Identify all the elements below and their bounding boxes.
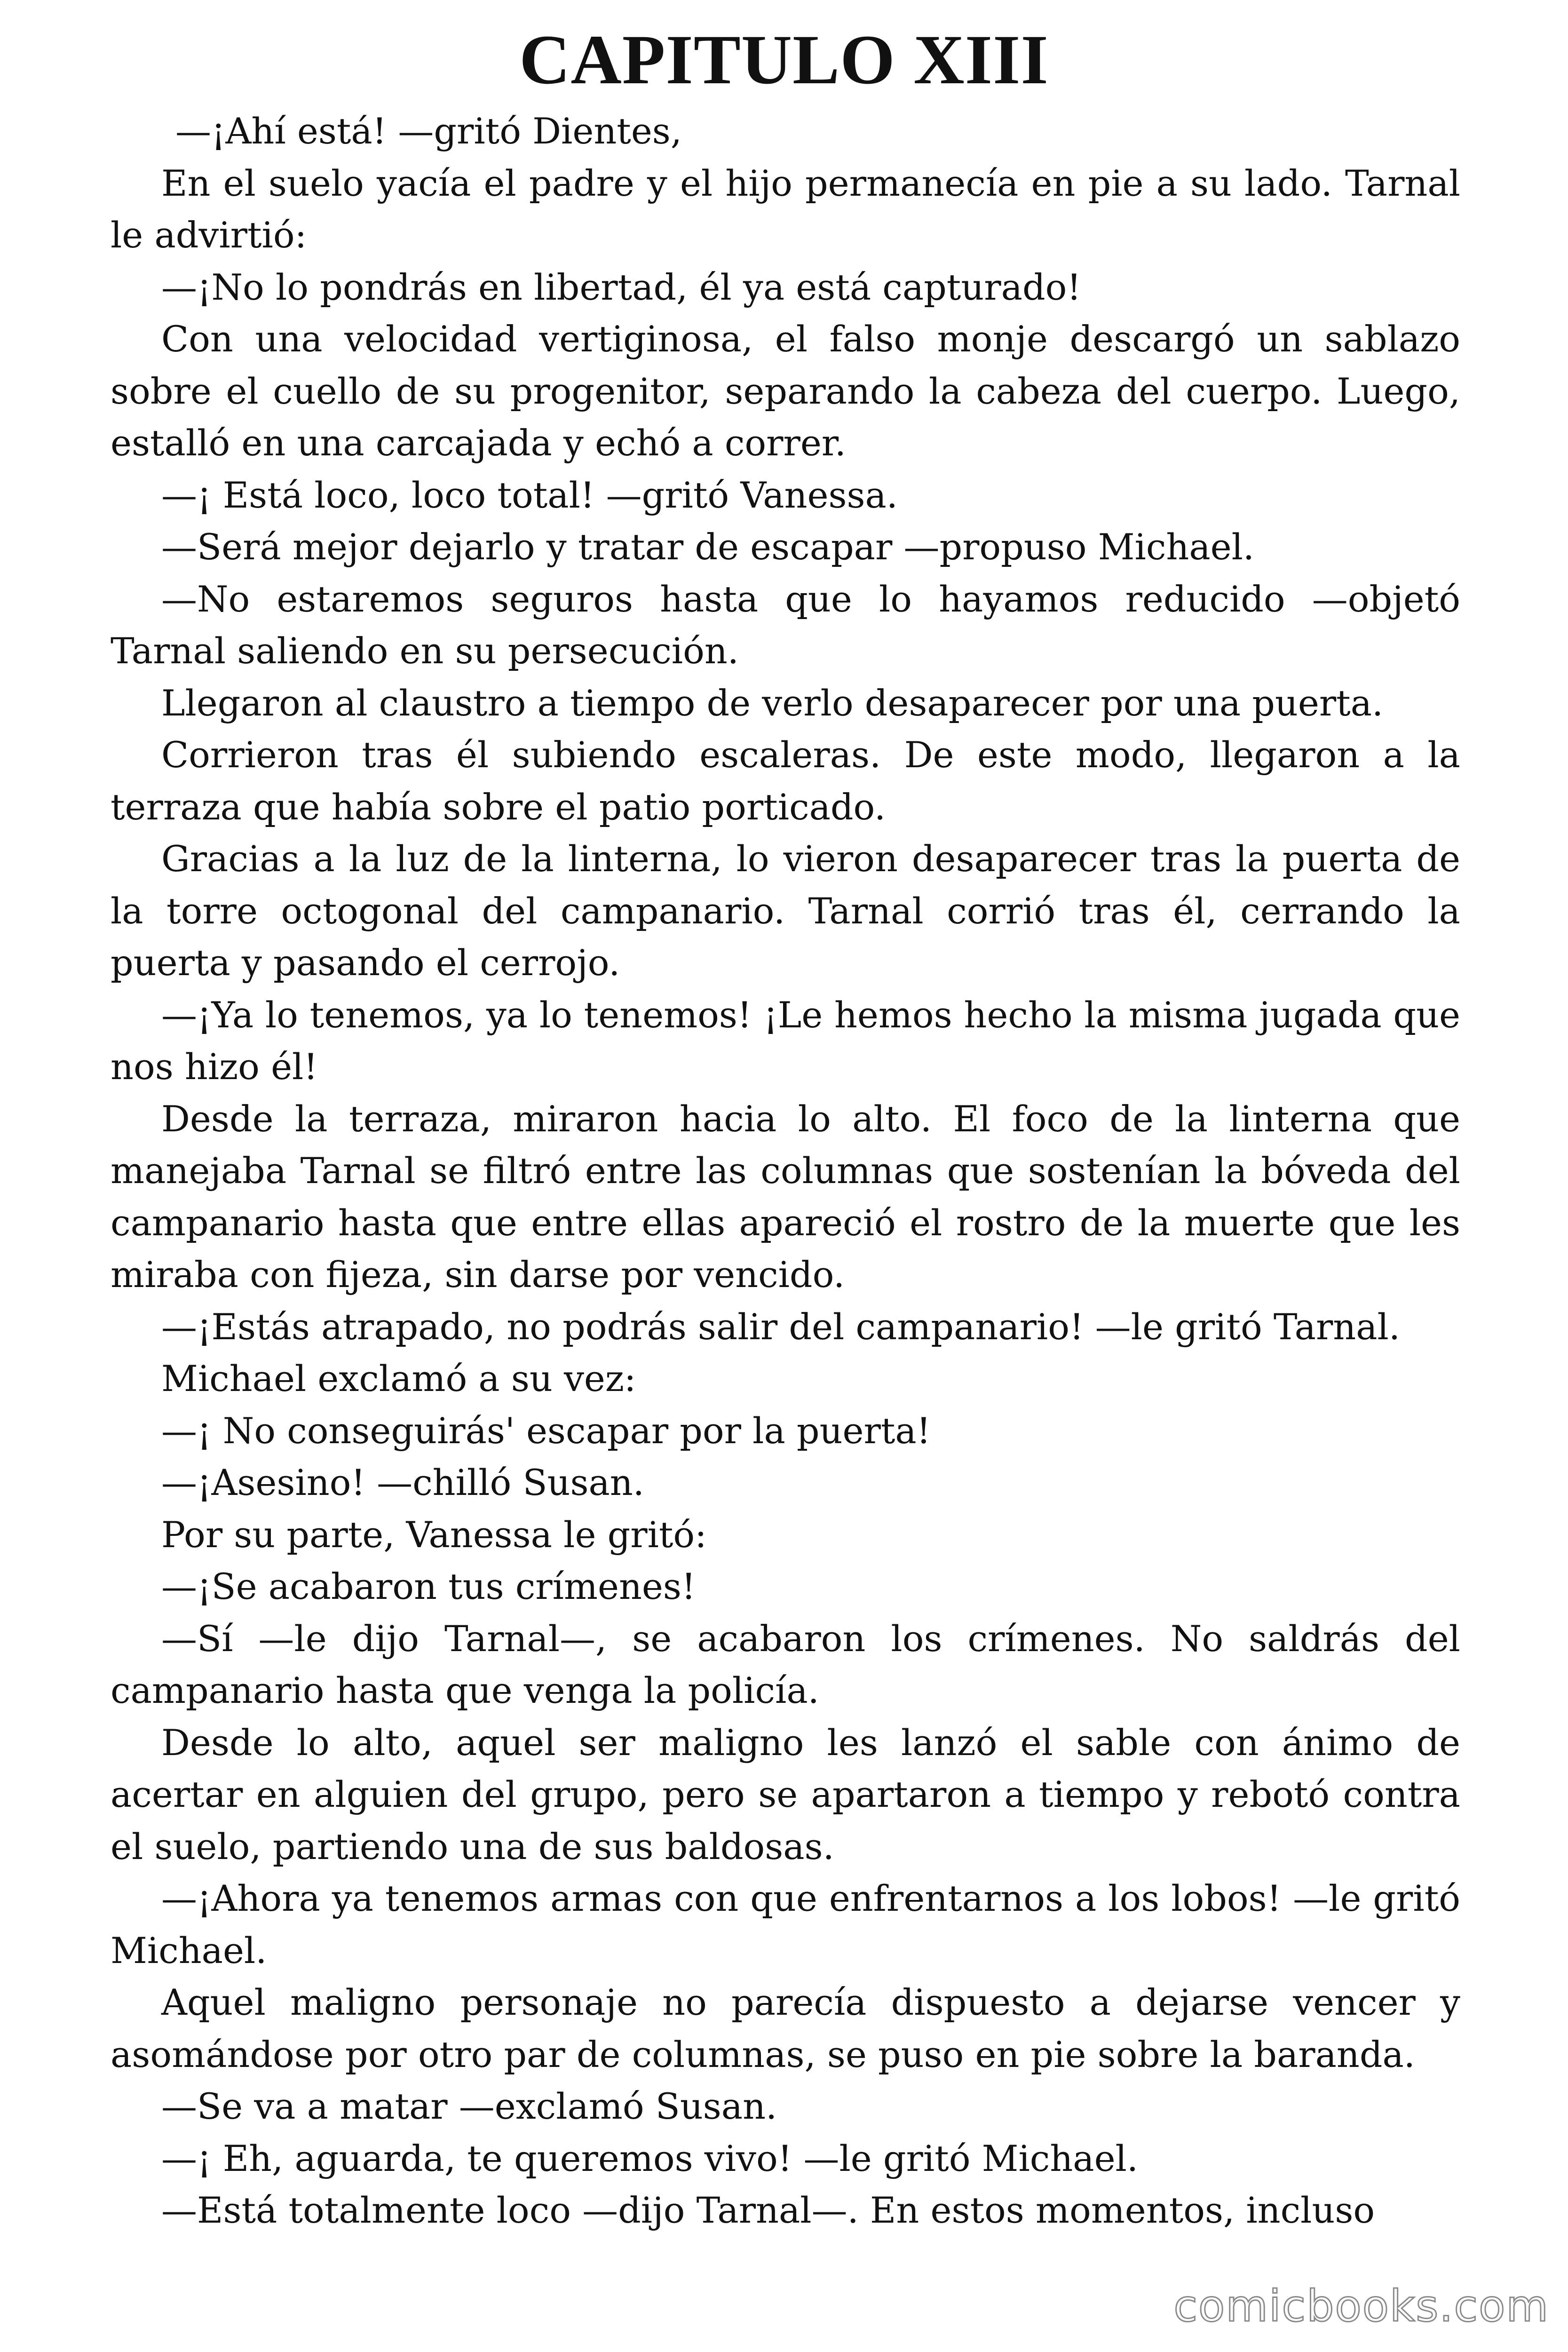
paragraph: Por su parte, Vanessa le gritó:: [161, 1513, 707, 1556]
paragraph: —Se va a matar —exclamó Susan.: [161, 2085, 777, 2127]
paragraph: En el suelo yacía el padre y el hijo permanecía en pie a su lado. Tarnal le advirtió:: [111, 162, 1460, 256]
paragraph: Corrieron tras él subiendo escaleras. De este modo, llegaron a la terraza que había sobre el patio porticado.: [111, 734, 1460, 828]
paragraph: —¡ Está loco, loco total! —gritó Vanessa.: [161, 474, 898, 516]
paragraph: Llegaron al claustro a tiempo de verlo desaparecer por una puerta.: [161, 682, 1384, 724]
paragraph: —¡ Eh, aguarda, te queremos vivo! —le gritó Michael.: [161, 2137, 1139, 2179]
paragraph: —No estaremos seguros hasta que lo hayamos reducido —objetó Tarnal saliendo en su persecución.: [111, 578, 1460, 672]
watermark: comicbooks.com: [1173, 2281, 1549, 2331]
paragraph: —¡Asesino! —chilló Susan.: [161, 1462, 644, 1503]
paragraph: Con una velocidad vertiginosa, el falso monje descargó un sablazo sobre el cuello de su progenitor, separando la cabeza del cuerpo. Luego, estalló en una carcajada y echó a correr.: [111, 318, 1460, 464]
paragraph: Desde la terraza, miraron hacia lo alto. El foco de la linterna que manejaba Tarnal se filtró entre las columnas que sostenían la bóveda del campanario hasta que entre ellas apareció el rostro de la muerte que les miraba con fijeza, sin darse por vencido.: [111, 1097, 1460, 1295]
paragraph: Gracias a la luz de la linterna, lo vieron desaparecer tras la puerta de la torre octogonal del campanario. Tarnal corrió tras él, cerrando la puerta y pasando el cerrojo.: [111, 838, 1460, 984]
paragraph: —Será mejor dejarlo y tratar de escapar —propuso Michael.: [161, 526, 1255, 568]
paragraph: Desde lo alto, aquel ser maligno les lanzó el sable con ánimo de acertar en alguien del grupo, pero se apartaron a tiempo y rebotó contra el suelo, partiendo una de sus baldosas.: [111, 1721, 1460, 1867]
paragraph: —Está totalmente loco —dijo Tarnal—. En estos momentos, incluso: [161, 2189, 1375, 2231]
paragraph: Aquel maligno personaje no parecía dispuesto a dejarse vencer y asomándose por otro par de columnas, se puso en pie sobre la baranda.: [111, 1981, 1460, 2075]
paragraph: —¡Ahí está! —gritó Dientes,: [175, 110, 682, 152]
paragraph: —¡ No conseguirás' escapar por la puerta!: [161, 1409, 931, 1452]
paragraph: —¡Se acabaron tus crímenes!: [161, 1565, 696, 1607]
paragraph: Michael exclamó a su vez:: [161, 1358, 636, 1399]
body-text: [111, 105, 1460, 2237]
chapter-title: CAPITULO XIII: [519, 21, 1049, 99]
paragraph: —Sí —le dijo Tarnal—, se acabaron los crímenes. No saldrás del campanario hasta que venga la policía.: [111, 1617, 1460, 1711]
paragraph: —¡Ya lo tenemos, ya lo tenemos! ¡Le hemos hecho la misma jugada que nos hizo él!: [111, 993, 1460, 1088]
paragraph: —¡Estás atrapado, no podrás salir del campanario! —le gritó Tarnal.: [161, 1305, 1401, 1348]
paragraph: —¡No lo pondrás en libertad, él ya está capturado!: [161, 266, 1081, 308]
paragraph: —¡Ahora ya tenemos armas con que enfrentarnos a los lobos! —le gritó Michael.: [111, 1877, 1460, 1971]
